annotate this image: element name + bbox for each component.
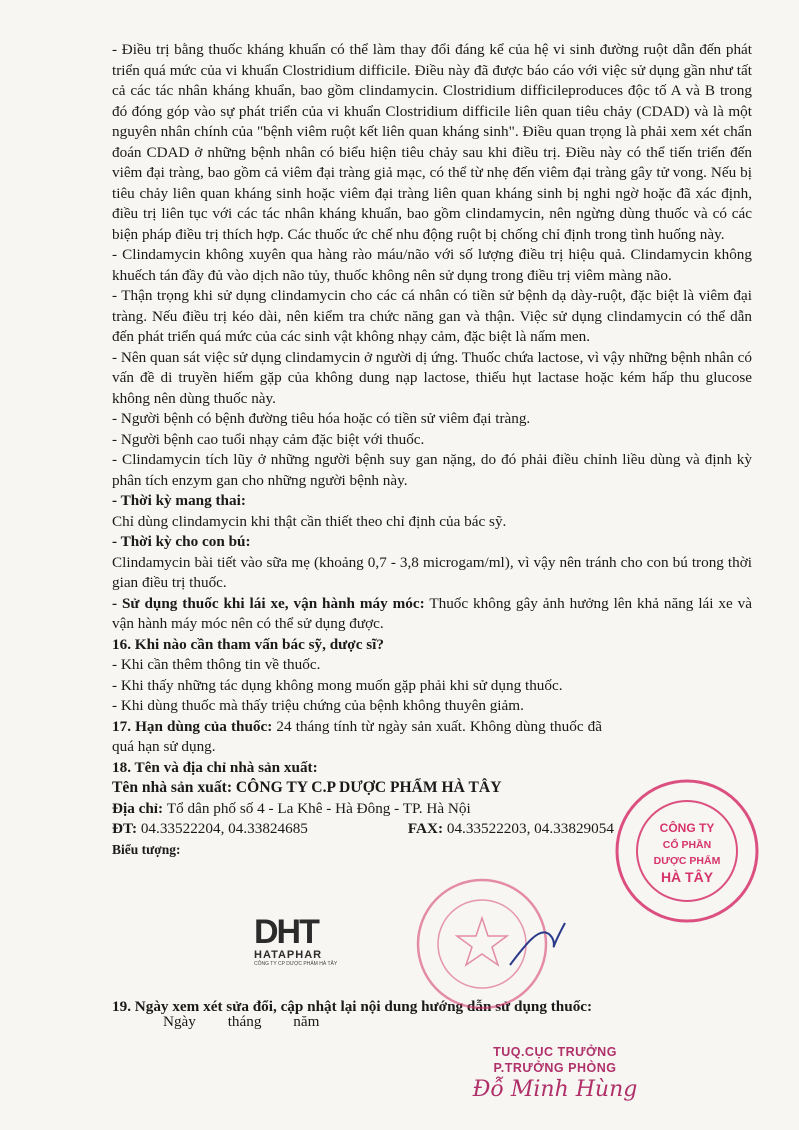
company-stamp: [612, 776, 762, 926]
seal-star-icon: [457, 918, 507, 965]
lactation-heading: - Thời kỳ cho con bú:: [112, 533, 251, 550]
address-label: Địa chỉ:: [112, 799, 167, 817]
manufacturer-name-label: Tên nhà sản xuất:: [112, 779, 236, 796]
logo-subtitle: CÔNG TY CP DƯỢC PHẨM HÀ TÂY: [254, 961, 338, 967]
company-logo: [254, 915, 354, 975]
logo-letters: DHT: [254, 913, 318, 951]
pregnancy-text: Chỉ dùng clindamycin khi thật cần thiết theo chỉ định của bác sỹ.: [112, 512, 507, 530]
stamp-line4: HÀ TÂY: [660, 869, 714, 885]
section17-text: 24 tháng tính từ ngày sản xuất. Không dùng thuốc đã quá hạn sử dụng.: [112, 717, 602, 755]
paragraph-liver: - Clindamycin tích lũy ở những người bệnh suy gan nặng, do đó phải điều chỉnh liều dùng và định kỳ phân tích enzym gan cho những người bệnh này.: [112, 451, 752, 489]
driving-heading: - Sử dụng thuốc khi lái xe, vận hành máy móc:: [112, 594, 425, 612]
section17-paragraph: [112, 717, 602, 758]
stamp-line3: DƯỢC PHẨM: [653, 855, 721, 867]
stamp-line1: CÔNG TY: [659, 821, 715, 835]
lactation-text: Clindamycin bài tiết vào sữa mẹ (khoảng 0,7 - 3,8 microgam/ml), vì vậy nên tránh cho con bú trong thời gian điều trị thuốc.: [112, 553, 752, 591]
paragraph-gi-caution: - Thận trọng khi sử dụng clindamycin cho các cá nhân có tiền sử bệnh dạ dày-ruột, đặc biệt là viêm đại tràng. Nếu điều trị kéo dài, nên kiểm tra chức năng gan và thận. Việc sử dụng clindamycin có thể dẫn đến phát triển quá mức của các sinh vật không nhạy cảm, đặc biệt là nấm men.: [112, 287, 752, 345]
stamp-line2: CỔ PHẦN: [662, 839, 712, 851]
section16-item: - Khi thấy những tác dụng không mong muốn gặp phải khi sử dụng thuốc.: [112, 676, 563, 694]
symbol-label: Biểu tượng:: [112, 841, 181, 857]
address-value: Tổ dân phố số 4 - La Khê - Hà Đông - TP. Hà Nội: [166, 799, 471, 817]
signer-title-1: TUQ.CỤC TRƯỞNG: [493, 1045, 617, 1059]
signer-name: Đỗ Minh Hùng: [472, 1077, 638, 1102]
section16-item: - Khi dùng thuốc mà thấy triệu chứng của bệnh không thuyên giảm.: [112, 697, 524, 714]
section19-heading: 19. Ngày xem xét sửa đổi, cập nhật lại nội dung hướng dẫn sử dụng thuốc:: [112, 998, 593, 1015]
stamp-inner-ring: [637, 801, 737, 901]
signature-scribble-icon: [505, 915, 575, 975]
paragraph-blood-brain: - Clindamycin không xuyên qua hàng rào máu/não với số lượng điều trị hiệu quả. Clindamycin không khuếch tán đầy đủ vào dịch não tủy, thuốc không nên sử dụng trong điều trị viêm màng não.: [112, 246, 752, 284]
phone-label: ĐT:: [112, 820, 141, 837]
paragraph-gi-disease: - Người bệnh có bệnh đường tiêu hóa hoặc có tiền sử viêm đại tràng.: [112, 410, 531, 427]
fax-label: FAX:: [407, 820, 447, 837]
section16-item: - Khi cần thêm thông tin về thuốc.: [112, 656, 321, 673]
driving-paragraph: [112, 594, 752, 635]
section17-heading: 17. Hạn dùng của thuốc:: [112, 717, 273, 735]
logo-name: HATAPHAR: [254, 949, 323, 961]
paragraph-cdad: - Điều trị bằng thuốc kháng khuẩn có thể làm thay đổi đáng kể của hệ vi sinh đường ruột dẫn đến phát triển quá mức của vi khuẩn Clostridium difficile. Điều này đã được báo cáo với việc sử dụng gần như tất cả các tác nhân kháng khuẩn, bao gồm clindamycin. Clostridium difficileproduces độc tố A và B trong đó đóng góp vào sự phát triển của vi khuẩn Clostridium difficile liên quan tiêu chảy (CDAD) và là một nguyên nhân chính của "bệnh viêm ruột kết liên quan kháng sinh". Điều quan trọng là phải xem xét chẩn đoán CDAD ở những bệnh nhân có biểu hiện tiêu chảy sau khi điều trị. Điều này có thể tiến triển đến viêm đại tràng, bao gồm cả viêm đại tràng giả mạc, có thể từ nhẹ đến viêm đại tràng gây tử vong. Nếu bị tiêu chảy liên quan kháng sinh hoặc viêm đại tràng liên quan kháng sinh bị nghi ngờ hoặc đã xác định, điều trị liên tục với các tác nhân kháng khuẩn, bao gồm clindamycin, nên ngừng dùng thuốc và có các biện pháp điều trị thích hợp. Các thuốc ức chế nhu động ruột bị chống chỉ định trong tình huống này.: [112, 41, 752, 243]
phone-value: 04.33522204, 04.33824685: [140, 820, 308, 837]
pregnancy-heading: - Thời kỳ mang thai:: [112, 492, 246, 509]
section18-heading: 18. Tên và địa chỉ nhà sản xuất:: [112, 758, 318, 776]
signature-stroke: [510, 923, 565, 965]
paragraph-allergy: - Nên quan sát việc sử dụng clindamycin ở người dị ứng. Thuốc chứa lactose, vì vậy những bệnh nhân có vấn đề di truyền hiếm gặp của không dung nạp lactose, thiếu hụt lactase hoặc kém hấp thu glucose không nên dùng thuốc này.: [112, 348, 752, 407]
manufacturer-name: CÔNG TY C.P DƯỢC PHẨM HÀ TÂY: [235, 779, 502, 796]
signer-title-2: P.TRƯỞNG PHÒNG: [493, 1061, 617, 1075]
review-date-line: Ngày tháng năm: [163, 1013, 320, 1030]
driving-text: Thuốc không gây ảnh hưởng lên khả năng lái xe và vận hành máy móc nên có thể sử dụng được.: [112, 594, 752, 632]
fax-value: 04.33522203, 04.33829054: [446, 820, 614, 837]
section16-heading: 16. Khi nào cần tham vấn bác sỹ, dược sĩ?: [112, 635, 384, 653]
paragraph-elderly: - Người bệnh cao tuổi nhạy cảm đặc biệt với thuốc.: [112, 430, 425, 448]
signer-block: [455, 1045, 655, 1102]
